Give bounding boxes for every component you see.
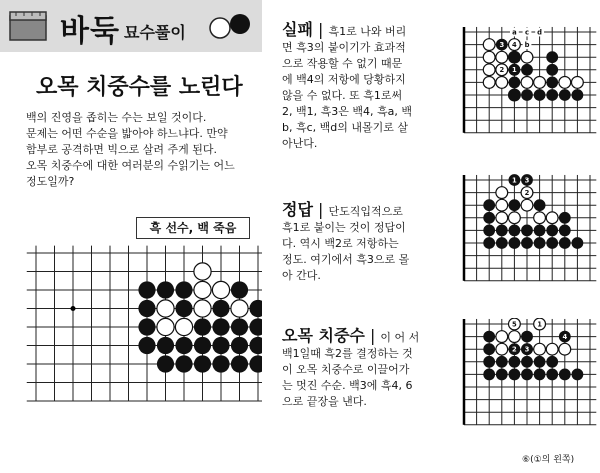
section-title: 오목 치중수: [282, 326, 365, 345]
black-stone: [534, 199, 546, 211]
black-stone: [212, 337, 229, 354]
section-line: 으로 끝장을 낸다.: [282, 395, 367, 408]
white-stone: [496, 77, 508, 89]
black-stone: [521, 225, 533, 237]
black-stone: [509, 77, 521, 89]
black-stone: [483, 369, 495, 381]
black-stone: [175, 337, 192, 354]
black-stone: [483, 343, 495, 355]
intro-line: 오목 치중수에 대한 여러분의 수읽기는 어느: [26, 159, 235, 172]
white-stone: [231, 300, 248, 317]
black-stone: [194, 337, 211, 354]
intro-paragraph: [26, 110, 262, 190]
white-stone: [157, 318, 174, 335]
white-stone: [496, 51, 508, 63]
black-stone: [194, 355, 211, 372]
stone-label: 3: [499, 40, 505, 49]
black-stone: [509, 356, 521, 368]
white-stone: [559, 343, 571, 355]
white-stone: [483, 77, 495, 89]
white-stone: [546, 212, 558, 224]
go-stones-icon: [204, 8, 258, 48]
section-eye: [282, 328, 452, 410]
black-stone: [559, 212, 571, 224]
stone-label: 3: [524, 176, 530, 185]
section-title: 정답: [282, 200, 313, 219]
stone-label: b: [524, 40, 530, 49]
black-stone: [559, 89, 571, 101]
black-stone: [194, 318, 211, 335]
black-stone: [483, 199, 495, 211]
stone-label: 4: [562, 332, 568, 341]
section-line: 2, 백1, 흑3은 백4, 흑a, 백: [282, 105, 412, 118]
black-stone: [546, 89, 558, 101]
black-stone: [496, 369, 508, 381]
section-line: 이 오목 치중수로 이끌어가: [282, 363, 410, 376]
stone-label: 1: [537, 320, 542, 329]
black-stone: [175, 355, 192, 372]
section-correct: [282, 202, 452, 284]
black-stone: [138, 318, 155, 335]
black-stone: [559, 225, 571, 237]
section-line: 으로 작용할 수 없기 때문: [282, 57, 403, 70]
section-fail: [282, 22, 452, 152]
black-stone: [534, 237, 546, 249]
header-title: 바둑: [60, 14, 120, 49]
black-stone: [521, 331, 533, 343]
black-stone: [496, 237, 508, 249]
header-subtitle: 묘수풀이: [124, 23, 186, 42]
white-stone: [509, 212, 521, 224]
black-stone: [175, 300, 192, 317]
black-stone: [249, 318, 262, 335]
black-stone: [175, 281, 192, 298]
go-board-icon: [8, 6, 48, 46]
section-line: 흑1로 붙이는 것이 정답이: [282, 221, 406, 234]
white-stone: [521, 199, 533, 211]
white-stone: [483, 51, 495, 63]
white-stone: [521, 51, 533, 63]
black-stone: [138, 281, 155, 298]
black-stone: [212, 318, 229, 335]
black-stone: [572, 89, 584, 101]
intro-line: 백의 진영을 좁히는 수는 보일 것이다.: [26, 111, 207, 124]
black-stone: [138, 337, 155, 354]
black-stone: [509, 89, 521, 101]
page-title: 오목 치중수를 노린다: [36, 75, 243, 100]
black-stone: [483, 356, 495, 368]
stone-label: 3: [524, 345, 530, 354]
stone-label: a: [512, 28, 517, 37]
black-stone: [546, 77, 558, 89]
white-stone: [521, 77, 533, 89]
black-stone: [249, 300, 262, 317]
white-stone: [496, 199, 508, 211]
black-stone: [509, 51, 521, 63]
black-stone: [559, 369, 571, 381]
black-stone: [559, 237, 571, 249]
black-stone: [521, 356, 533, 368]
black-stone: [546, 225, 558, 237]
stone-label: d: [537, 28, 543, 37]
black-stone: [212, 300, 229, 317]
black-stone: [546, 51, 558, 63]
black-stone: [157, 337, 174, 354]
black-stone: [496, 356, 508, 368]
white-stone: [534, 77, 546, 89]
white-stone: [496, 187, 508, 199]
black-stone: [483, 237, 495, 249]
black-stone: [572, 237, 584, 249]
black-stone: [496, 225, 508, 237]
section-line: 이 어 서: [380, 331, 420, 344]
eye-go-board: [452, 318, 600, 438]
section-line: 에 백4의 저항에 당황하지: [282, 73, 406, 86]
star-point: [71, 306, 76, 311]
black-stone: [546, 369, 558, 381]
black-stone: [534, 369, 546, 381]
section-line: 아난다.: [282, 137, 318, 150]
stone-label: 4: [512, 40, 517, 49]
section-line: 흑1로 나와 버리: [328, 25, 407, 38]
black-stone: [212, 355, 229, 372]
stone-label: 2: [524, 188, 530, 197]
black-stone: [249, 337, 262, 354]
section-line: 백1일때 흑2를 결정하는 것: [282, 347, 413, 360]
white-stone: [534, 343, 546, 355]
white-stone: [483, 64, 495, 76]
black-stone: [483, 225, 495, 237]
black-stone: [231, 355, 248, 372]
black-stone: [534, 225, 546, 237]
black-stone: [157, 281, 174, 298]
black-stone: [546, 356, 558, 368]
main-go-board: [26, 243, 262, 433]
white-stone: [496, 343, 508, 355]
stone-label: 2: [512, 345, 517, 354]
black-stone: [509, 369, 521, 381]
black-stone: [521, 89, 533, 101]
section-line: 다. 역시 백2로 저항하는: [282, 237, 399, 250]
black-stone: [572, 369, 584, 381]
black-stone: [138, 300, 155, 317]
white-stone: [483, 39, 495, 51]
black-stone: [157, 355, 174, 372]
white-stone: [559, 77, 571, 89]
black-stone: [546, 237, 558, 249]
fail-go-board: [452, 26, 600, 146]
black-stone: [521, 237, 533, 249]
white-stone: [194, 300, 211, 317]
correct-go-board: [452, 174, 600, 294]
stone-label: 5: [512, 320, 517, 329]
stone-label: 2: [499, 66, 505, 75]
black-stone: [231, 337, 248, 354]
white-stone: [212, 281, 229, 298]
white-stone: [194, 281, 211, 298]
black-stone: [521, 64, 533, 76]
white-stone: [572, 77, 584, 89]
section-body: 정답 | 단도직입적으로 흑1로 붙이는 것이 정답이 다. 역시 백2로 저항하는 정도. 여기에서 흑3으로 몰 아 간다.: [282, 200, 410, 282]
stone-label: c: [524, 28, 530, 37]
black-stone: [231, 318, 248, 335]
section-line: 아 간다.: [282, 269, 321, 282]
black-stone: [546, 64, 558, 76]
section-line: 정도. 여기에서 흑3으로 몰: [282, 253, 410, 266]
white-stone: [194, 263, 211, 280]
black-stone: [483, 212, 495, 224]
intro-line: 함부로 공격하면 빅으로 살려 주게 된다.: [26, 143, 217, 156]
section-line: 는 멋진 수순. 백3에 흑4, 6: [282, 379, 413, 392]
black-stone: [483, 331, 495, 343]
section-line: 면 흑3의 붙이기가 효과적: [282, 41, 406, 54]
white-stone: [157, 300, 174, 317]
black-stone: [509, 199, 521, 211]
stone-label: 1: [512, 176, 517, 185]
footnote: ⑥(①의 왼쪽): [522, 455, 575, 465]
section-line: b, 흑c, 백d의 내몰기로 살: [282, 121, 408, 134]
black-stone: [534, 89, 546, 101]
white-stone: [175, 318, 192, 335]
white-stone: [546, 343, 558, 355]
section-body: 오목 치중수 | 이 어 서 백1일때 흑2를 결정하는 것 이 오목 치중수로 이끌어가 는 멋진 수순. 백3에 흑4, 6 으로 끝장을 낸다.: [282, 326, 420, 408]
black-stone: [249, 355, 262, 372]
black-stone: [509, 225, 521, 237]
section-body: 실패 | 흑1로 나와 버리 면 흑3의 붙이기가 효과적 으로 작용할 수 없기 때문 에 백4의 저항에 당황하지 않을 수 없다. 또 흑1로써 2, 백1, 흑3은 백4, 흑a, 백 b, 흑c, 백d의 내몰기로 살 아난다.: [282, 20, 412, 150]
black-stone: [521, 369, 533, 381]
section-line: 단도직입적으로: [328, 205, 403, 218]
intro-line: 정도일까?: [26, 175, 75, 188]
stone-label: 1: [512, 66, 517, 75]
black-stone: [534, 356, 546, 368]
white-stone: [496, 331, 508, 343]
black-stone: [231, 281, 248, 298]
white-stone: [509, 331, 521, 343]
white-stone: [496, 212, 508, 224]
black-stone: [509, 237, 521, 249]
intro-line: 문제는 어떤 수순을 밟아야 하느냐다. 만약: [26, 127, 228, 140]
section-title: 실패: [282, 20, 313, 39]
problem-caption: 흑 선수, 백 죽음: [136, 217, 250, 239]
white-stone: [534, 212, 546, 224]
section-line: 않을 수 없다. 또 흑1로써: [282, 89, 403, 102]
